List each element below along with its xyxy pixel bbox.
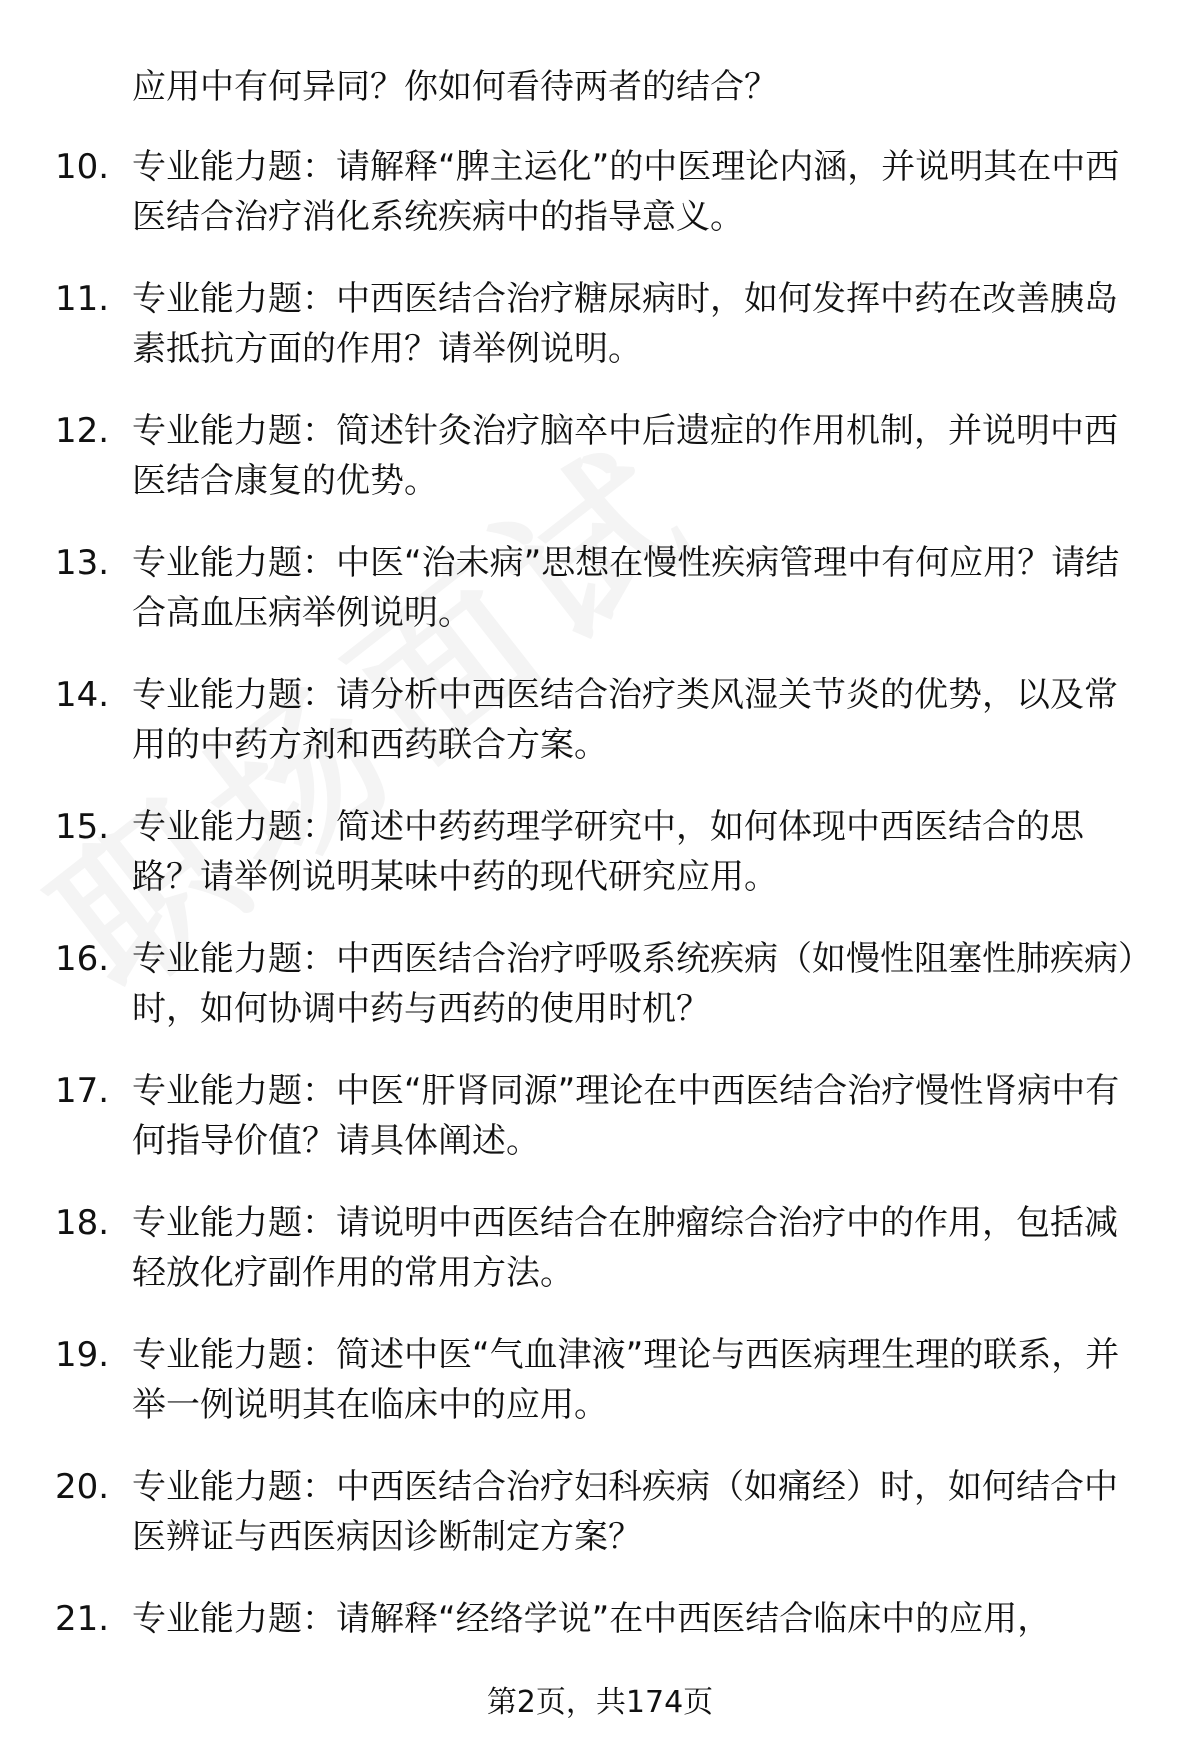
question-text: 专业能力题：请解释“脾主运化”的中医理论内涵，并说明其在中西医结合治疗消化系统疾病中的指导意义。 bbox=[132, 147, 1120, 237]
question-number: 10. bbox=[55, 147, 110, 187]
question-text: 专业能力题：请说明中西医结合在肿瘤综合治疗中的作用，包括减轻放化疗副作用的常用方法。 bbox=[132, 1203, 1118, 1293]
question-list bbox=[0, 142, 1200, 1726]
question-item bbox=[0, 1198, 1200, 1330]
question-text: 专业能力题：简述中医“气血津液”理论与西医病理生理的联系，并举一例说明其在临床中的应用。 bbox=[132, 1335, 1120, 1425]
question-number: 16. bbox=[55, 939, 110, 979]
question-item bbox=[0, 670, 1200, 802]
question-item bbox=[0, 1066, 1200, 1198]
question-item bbox=[0, 142, 1200, 274]
question-text: 专业能力题：中西医结合治疗妇科疾病（如痛经）时，如何结合中医辨证与西医病因诊断制定方案？ bbox=[132, 1467, 1118, 1557]
question-number: 21. bbox=[55, 1599, 110, 1639]
question-number: 15. bbox=[55, 807, 110, 847]
question-text: 专业能力题：简述针灸治疗脑卒中后遗症的作用机制，并说明中西医结合康复的优势。 bbox=[132, 411, 1118, 501]
question-item bbox=[0, 1330, 1200, 1462]
question-item bbox=[0, 934, 1200, 1066]
question-text: 专业能力题：请分析中西医结合治疗类风湿关节炎的优势，以及常用的中药方剂和西药联合方案。 bbox=[132, 675, 1118, 765]
question-number: 17. bbox=[55, 1071, 110, 1111]
question-number: 12. bbox=[55, 411, 110, 451]
question-text: 专业能力题：中医“肝肾同源”理论在中西医结合治疗慢性肾病中有何指导价值？请具体阐述。 bbox=[132, 1071, 1120, 1161]
question-number: 14. bbox=[55, 675, 110, 715]
question-number: 20. bbox=[55, 1467, 110, 1507]
question-item bbox=[0, 274, 1200, 406]
question-item bbox=[0, 802, 1200, 934]
continuation-text: 应用中有何异同？你如何看待两者的结合？ bbox=[132, 67, 778, 107]
question-number: 19. bbox=[55, 1335, 110, 1375]
question-text: 专业能力题：简述中药药理学研究中，如何体现中西医结合的思路？请举例说明某味中药的现代研究应用。 bbox=[132, 807, 1084, 897]
question-item bbox=[0, 1462, 1200, 1594]
question-item bbox=[0, 538, 1200, 670]
question-number: 13. bbox=[55, 543, 110, 583]
question-text: 专业能力题：中西医结合治疗呼吸系统疾病（如慢性阻塞性肺疾病）时，如何协调中药与西药的使用时机？ bbox=[132, 939, 1135, 1029]
page-footer: 第2页，共174页 bbox=[486, 1685, 714, 1720]
question-text: 专业能力题：中医“治未病”思想在慢性疾病管理中有何应用？请结合高血压病举例说明。 bbox=[132, 543, 1120, 633]
question-item bbox=[0, 406, 1200, 538]
question-number: 11. bbox=[55, 279, 110, 319]
question-number: 18. bbox=[55, 1203, 110, 1243]
question-text: 专业能力题：中西医结合治疗糖尿病时，如何发挥中药在改善胰岛素抵抗方面的作用？请举例说明。 bbox=[132, 279, 1118, 369]
question-text: 专业能力题：请解释“经络学说”在中西医结合临床中的应用， bbox=[132, 1599, 1052, 1639]
